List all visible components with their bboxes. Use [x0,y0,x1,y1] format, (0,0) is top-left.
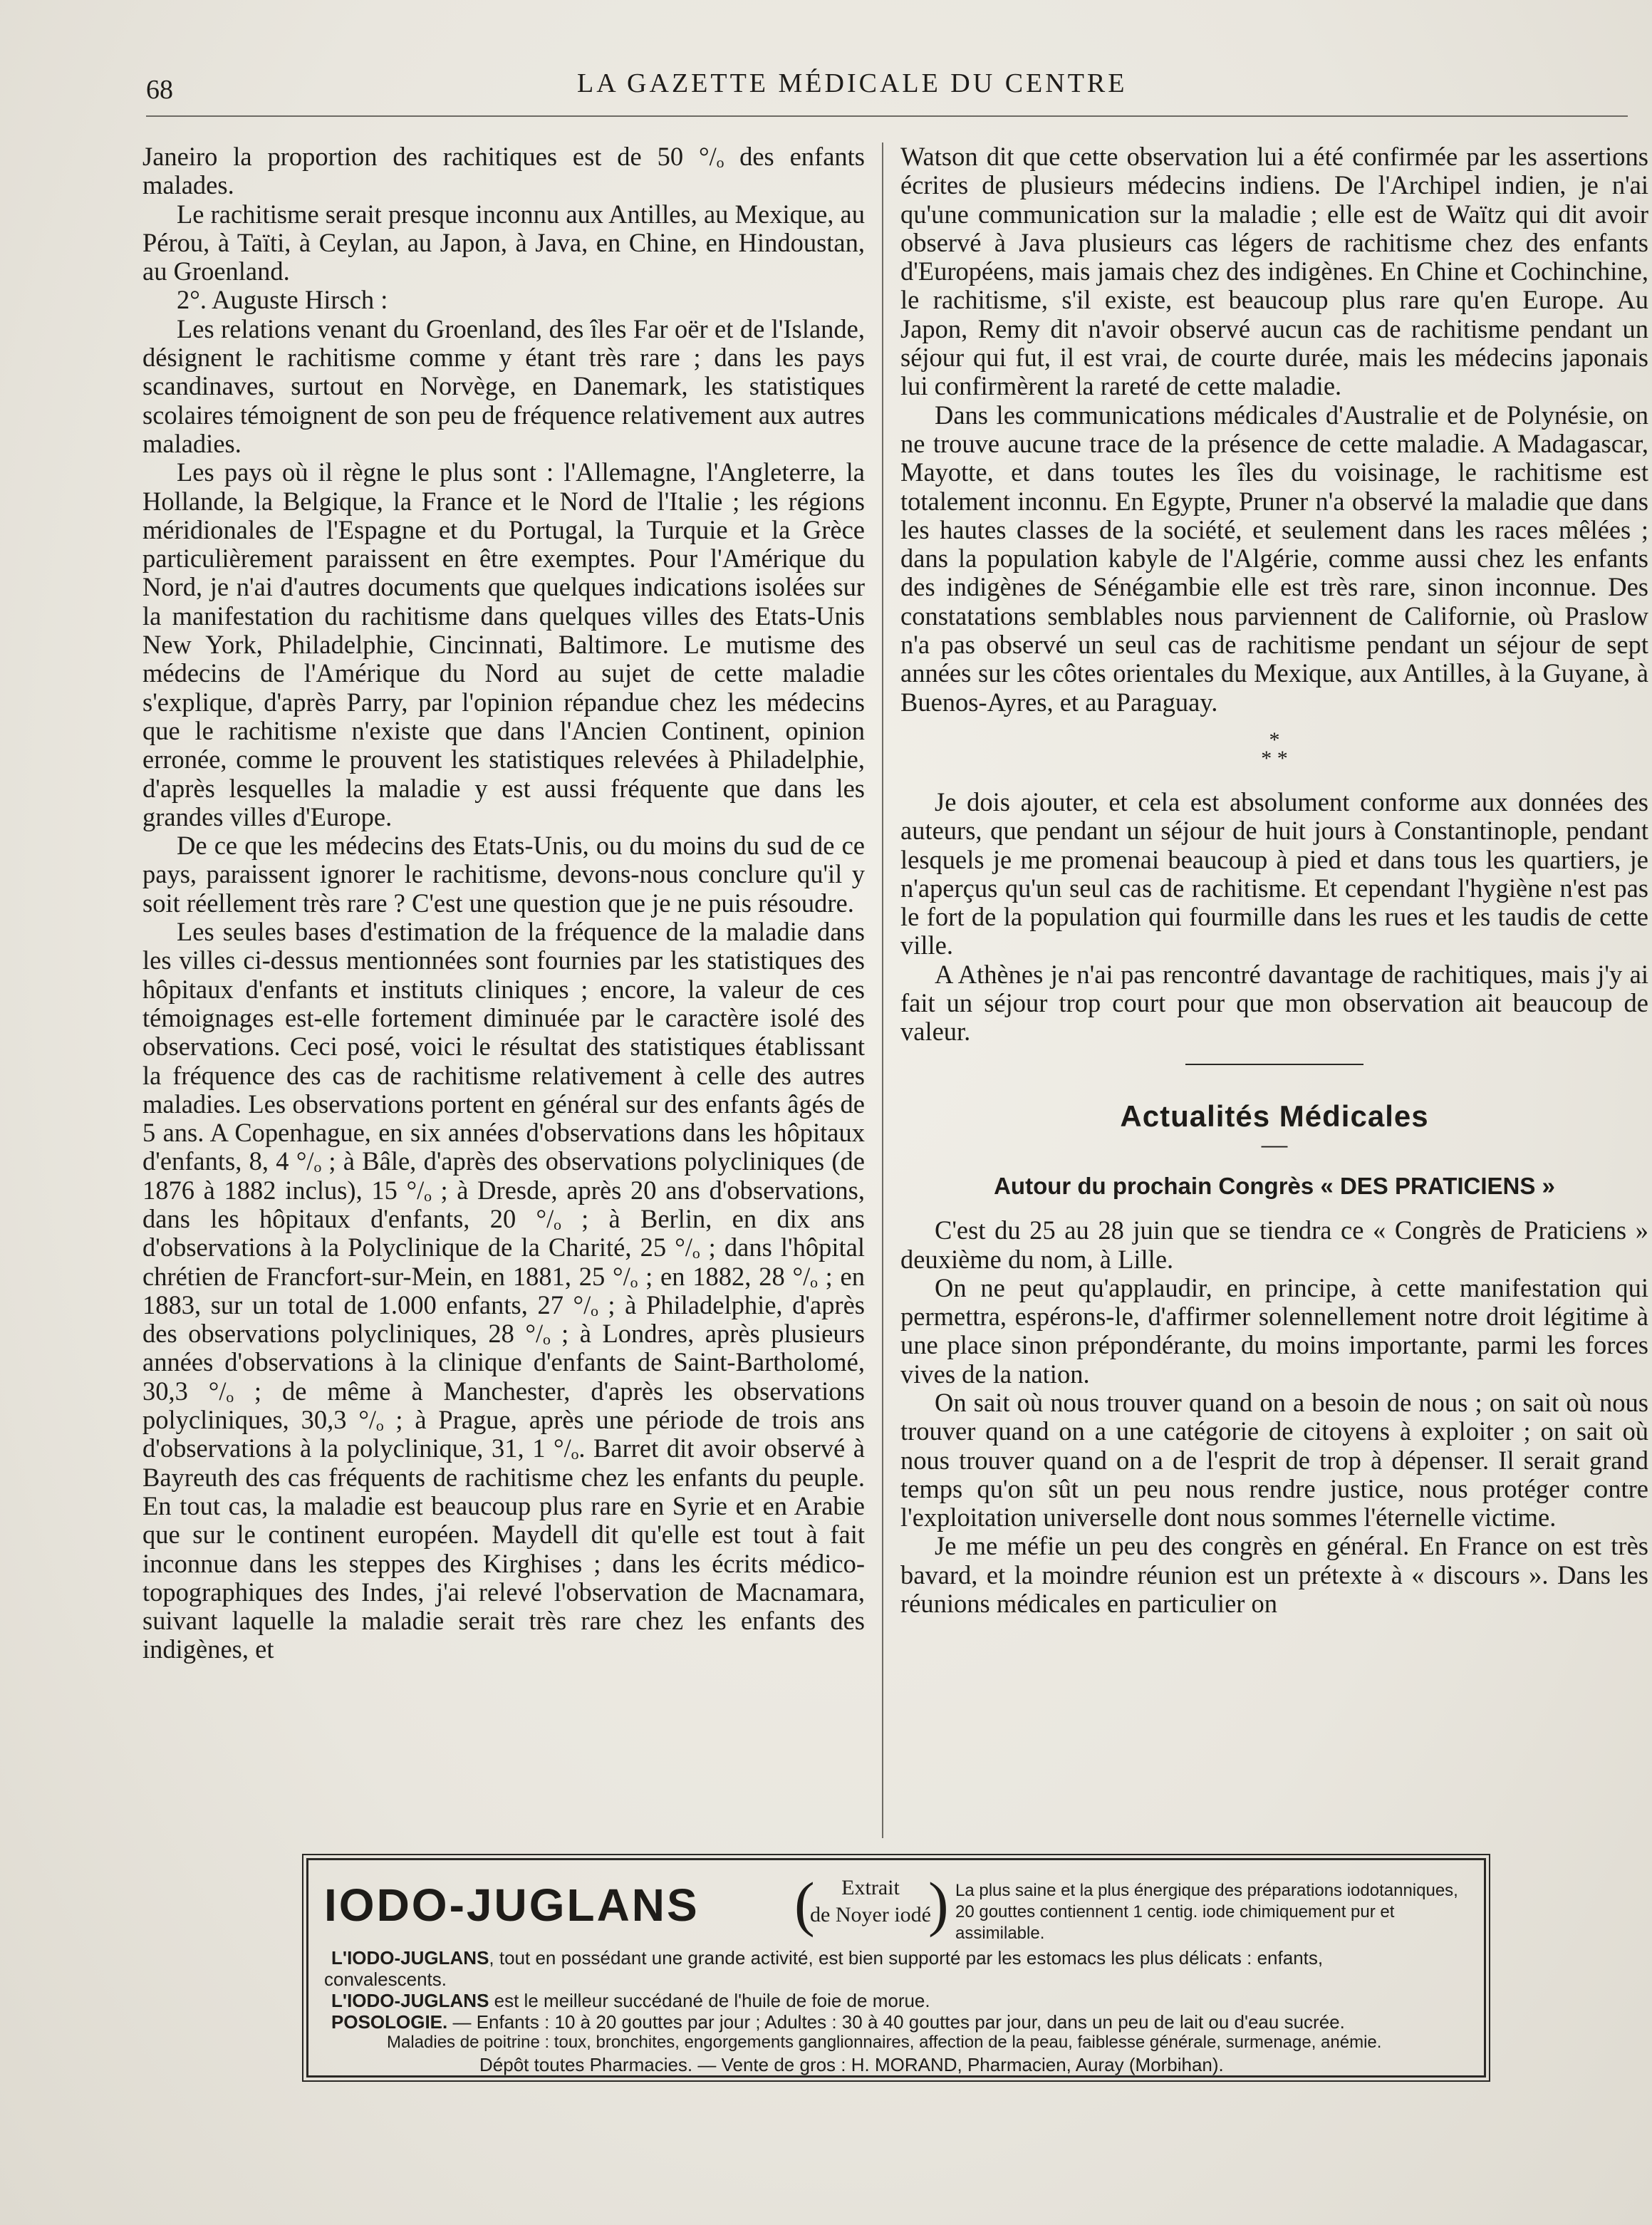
ad-brand-subtitle [810,1874,931,1929]
ad-product-name: L'IODO-JUGLANS [331,1947,489,1969]
page-number: 68 [146,75,173,105]
paragraph: Le rachitisme serait presque inconnu aux Antilles, au Mexique, au Pérou, à Taïti, à Ceylan, au Japon, à Java, en Chine, en Hindoustan, au Groenland. [142,199,865,286]
ad-brand-subtitle-line2: de Noyer iodé [810,1903,931,1926]
ad-brand-subtitle-line1: Extrait [841,1876,900,1899]
paragraph: Watson dit que cette observation lui a été confirmée par les assertions écrites de plusieurs médecins indiens. De l'Archipel indien, je n'ai qu'une communication sur la maladie ; elle est de Waïtz qui dit avoir observé à Java plusieurs cas légers de rachitisme chez des enfants d'Européens, mais jamais chez des indigènes. En Chine et Cochinchine, le rachitisme, s'il existe, est beaucoup plus rare qu'en Europe. Au Japon, Remy dit n'avoir observé aucun cas de rachitisme pendant un séjour qui fut, il est vrai, de courte durée, mais les médecins japonais lui confirmèrent la rareté de cette maladie. [900,142,1648,401]
asterism-bottom: * * [1261,746,1288,770]
paragraph: Les pays où il règne le plus sont : l'Allemagne, l'Angleterre, la Hollande, la Belgique, la France et le Nord de l'Italie ; les régions méridionales de l'Espagne et du Portugal, la Turquie et la Grèce particulièrement paraissent en être exemptes. Pour l'Amérique du Nord, je n'ai d'autres documents que quelques indications isolées sur la manifestation du rachitisme dans quelques villes des Etats-Unis New York, Philadelphie, Cincinnati, Baltimore. Le mutisme des médecins de l'Amérique du Nord au sujet de cette maladie s'explique, d'après Parry, par l'opinion répandue chez les médecins que le rachitisme n'existe que dans l'Ancien Continent, opinion erronée, comme le prouvent les statistiques relevées à Philadelphie, d'après lesquelles la maladie y est aussi fréquente que dans les grandes villes d'Europe. [142,457,865,831]
paragraph: A Athènes je n'ai pas rencontré davantage de rachitiques, mais j'y ai fait un séjour trop court pour que mon observation ait beaucoup de valeur. [900,959,1648,1047]
paragraph: C'est du 25 au 28 juin que se tiendra ce « Congrès de Praticiens » deuxième du nom, à Lille. [900,1215,1648,1274]
ad-paren-open: ( [794,1869,815,1938]
section-break-asterism [900,727,1648,770]
subsection-title: Autour du prochain Congrès « DES PRATICIENS » [994,1172,1555,1199]
paragraph: Janeiro la proportion des rachitiques est de 50 °/ₒ des enfants malades. [142,142,865,200]
column-divider [882,142,883,1838]
article-end-rule [1185,1064,1363,1065]
paragraph: On ne peut qu'applaudir, en principe, à cette manifestation qui permettra, espérons-le, d'affirmer solennellement notre droit légitime à une place sinon prépondérante, du moins importante, parmi les forces vives de la nation. [900,1272,1648,1389]
ad-product-name: L'IODO-JUGLANS [331,1990,489,2011]
header-rule [146,115,1628,117]
ad-line-1 [331,1947,1323,1969]
paragraph: Les seules bases d'estimation de la fréquence de la maladie dans les villes ci-dessus mentionnées sont fournies par les statistiques des hôpitaux d'enfants et instituts cliniques ; encore, la valeur de ces témoignages est-elle fortement diminuée par le caractère isolé des observations. Ceci posé, voici le résultat des statistiques établissant la fréquence des cas de rachitisme relativement à celle des autres maladies. Les observations portent en général sur des enfants âgés de 5 ans. A Copenhague, en six années d'observations dans les hôpitaux d'enfants, 8, 4 °/ₒ ; à Bâle, d'après des observations polycliniques (de 1876 à 1882 inclus), 15 °/ₒ ; à Dresde, après 20 ans d'observations, dans les hôpitaux d'enfants, 20 °/ₒ ; à Berlin, en dix ans d'observations à la Polyclinique de la Charité, 25 °/ₒ ; dans l'hôpital chrétien de Francfort-sur-Mein, en 1881, 25 °/ₒ ; en 1882, 28 °/ₒ ; en 1883, sur un total de 1.000 enfants, 27 °/ₒ ; à Philadelphie, d'après des observations polycliniques, 28 °/ₒ ; à Londres, après plusieurs années d'observations à la clinique d'enfants de Saint-Bartholomé, 30,3 °/ₒ ; de même à Manchester, d'après les observations polycliniques, 30,3 °/ₒ ; à Prague, après une période de trois ans d'observations à la polyclinique, 31, 1 °/ₒ. Barret dit avoir observé à Bayreuth des cas fréquents de rachitisme chez les enfants du peuple. En tout cas, la maladie est beaucoup plus rare en Syrie et en Arabie que sur le continent européen. Maydell dit qu'elle est tout à fait inconnue dans les steppes des Kirghises ; dans les écrits médico-topographiques des Indes, j'ai relevé l'observation de Macnamara, suivant laquelle la maladie serait très rare chez les enfants des indigènes, et [142,917,865,1664]
paragraph: Je dois ajouter, et cela est absolument conforme aux données des auteurs, que pendant un séjour de huit jours à Constantinople, pendant lesquels je me promenai beaucoup à pied et dans tous les quartiers, je n'aperçus qu'un seul cas de rachitisme. Et cependant l'hygiène n'est pas le fort de la population qui fourmille dans les rues et les taudis de cette ville. [900,787,1648,960]
paragraph: Je me méfie un peu des congrès en général. En France on est très bavard, et la moindre réunion est un prétexte à « discours ». Dans les réunions médicales en particulier on [900,1531,1648,1619]
ad-brand-name: IODO-JUGLANS [324,1879,700,1931]
ad-text: est le meilleur succédané de l'huile de foie de morue. [489,1990,930,2011]
ad-line-6: Dépôt toutes Pharmacies. — Vente de gros : H. MORAND, Pharmacien, Auray (Morbihan). [479,2054,1224,2075]
paragraph: 2°. Auguste Hirsch : [177,285,388,315]
asterism-top: * [1269,727,1280,752]
ad-line-5: Maladies de poitrine : toux, bronchites, engorgements ganglionnaires, affection de la peau, faiblesse générale, surmenage, anémie. [387,2033,1382,2052]
ad-text: , tout en possédant une grande activité, est bien supporté par les estomacs les plus délicats : enfants, [489,1947,1324,1969]
running-title: LA GAZETTE MÉDICALE DU CENTRE [577,68,1128,98]
advertisement-box [306,1858,1486,2078]
ad-posology-label: POSOLOGIE. [331,2011,448,2033]
right-column [900,142,1648,1618]
paragraph: Dans les communications médicales d'Australie et de Polynésie, on ne trouve aucune trace de la présence de cette maladie. A Madagascar, Mayotte, et dans toutes les îles du voisinage, le rachitisme est totalement inconnu. En Egypte, Pruner n'a observé la maladie que dans les hautes classes de la société, et seulement dans les races mêlées ; dans la population kabyle de l'Algérie, comme aussi chez les enfants des indigènes de Sénégambie elle est très rare, sinon inconnue. Des constatations semblables nous parviennent de Californie, où Praslow n'a pas observé un seul cas de rachitisme pendant un séjour de sept années sur les côtes orientales du Mexique, aux Antilles, à la Guyane, à Buenos-Ayres, et au Paraguay. [900,400,1648,717]
ad-line-2: convalescents. [324,1969,447,1990]
ad-text: — Enfants : 10 à 20 gouttes par jour ; Adultes : 30 à 40 gouttes par jour, dans un peu de lait ou d'eau sucrée. [447,2011,1345,2033]
ad-line-3 [331,1990,930,2012]
left-column [142,142,865,1664]
paragraph: Les relations venant du Groenland, des îles Far oër et de l'Islande, désignent le rachitisme comme y étant très rare ; dans les pays scandinaves, surtout en Norvège, en Danemark, les statistiques scolaires témoignent de son peu de fréquence relativement aux autres maladies. [142,313,865,458]
ad-line-4 [331,2011,1345,2033]
section-title-dash: — [1261,1129,1288,1158]
ad-paren-close: ) [928,1869,949,1938]
ad-tagline: La plus saine et la plus énergique des préparations iodotanniques, 20 gouttes contiennent 1 centig. iode chimiquement pur et assimilable. [955,1881,1458,1943]
paragraph: On sait où nous trouver quand on a besoin de nous ; on sait où nous trouver quand on a une catégorie de citoyens à exploiter ; on sait où nous trouver quand on a de l'esprit de trop à dépenser. Il serait grand temps qu'on sût un peu nous rendre justice, nous protéger contre l'exploitation universelle dont nous sommes l'éternelle victime. [900,1387,1648,1532]
section-title: Actualités Médicales [1120,1099,1429,1133]
paragraph: De ce que les médecins des Etats-Unis, ou du moins du sud de ce pays, paraissent ignorer le rachitisme, devons-nous conclure qu'il y soit réellement très rare ? C'est une question que je ne puis résoudre. [142,831,865,918]
